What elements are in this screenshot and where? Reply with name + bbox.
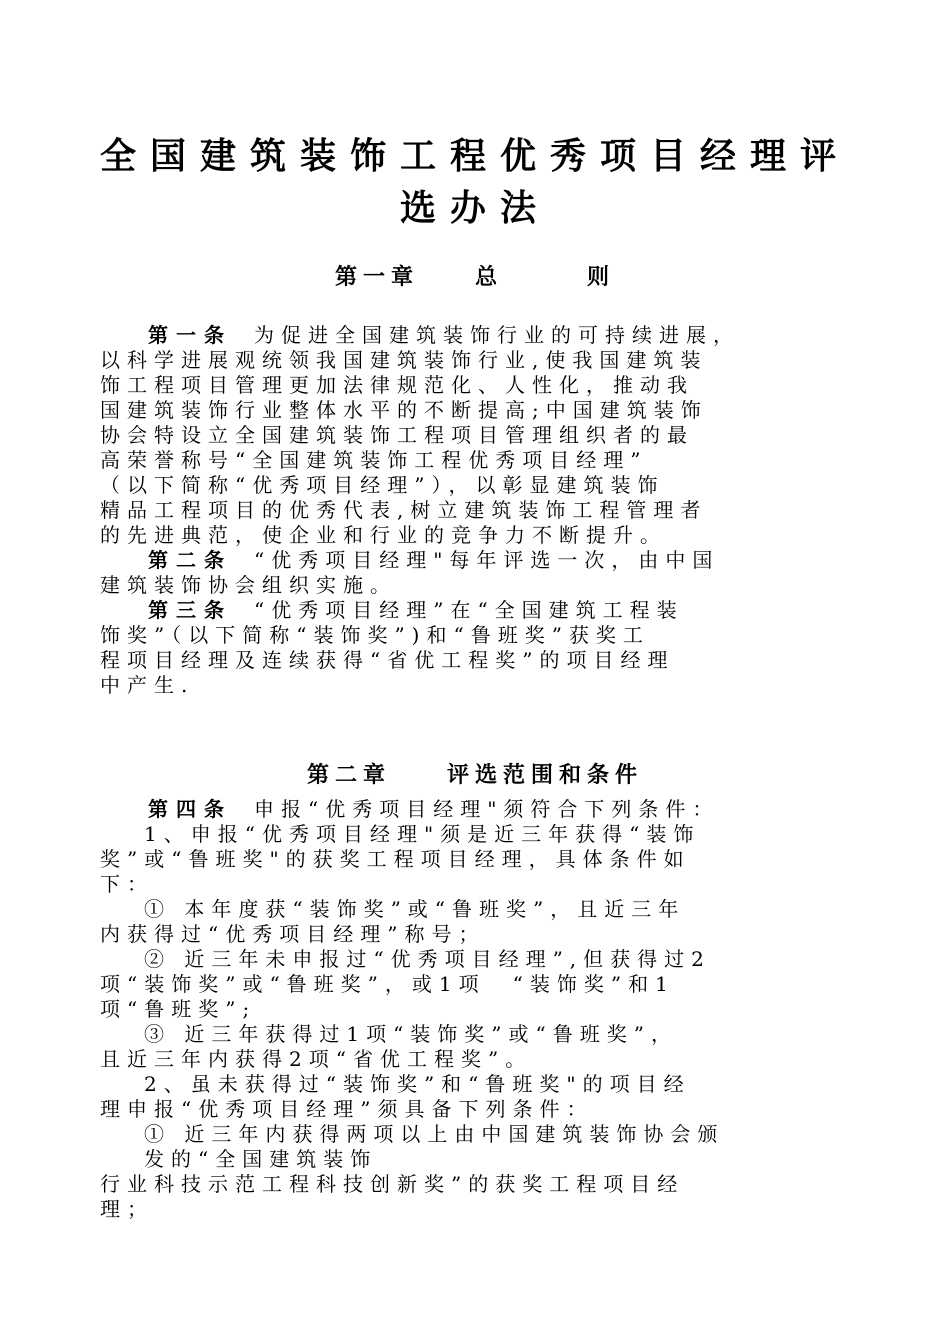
article1-line: 国建筑装饰行业整体水平的不断提高;中国建筑装饰 (100, 398, 708, 422)
chapter2-heading: 第二章 评选范围和条件 (306, 763, 643, 788)
article3-first-line (148, 598, 860, 623)
article4-line: 理； (100, 1197, 154, 1221)
article4-line: ① 近三年内获得两项以上由中国建筑装饰协会颁 (144, 1122, 725, 1146)
article1-first-line (148, 323, 860, 348)
article2-line: 建筑装饰协会组织实施。 (100, 573, 397, 597)
article1-line: 以科学进展观统领我国建筑装饰行业,使我国建筑装 (100, 348, 708, 372)
article4-line: 行业科技示范工程科技创新奖”的获奖工程项目经 (100, 1172, 685, 1196)
article4-line: ① 本年度获“装饰奖”或“鲁班奖”，且近三年 (144, 897, 686, 921)
article4-line: 1、申报“优秀项目经理"须是近三年获得“装饰 (144, 822, 701, 846)
article4-first-line (148, 797, 860, 822)
document-title-line1: 全国建筑装饰工程优秀项目经理评 (99, 136, 850, 177)
article1-line: 高荣誉称号“全国建筑装饰工程优秀项目经理” (100, 448, 648, 472)
article1-line: 协会特设立全国建筑装饰工程项目管理组织者的最 (100, 423, 694, 447)
article1-line: 的先进典范，使企业和行业的竞争力不断提升。 (100, 523, 667, 547)
article2-first-text: “优秀项目经理"每年评选一次，由中国 (254, 548, 720, 572)
article4-label: 第四条 (148, 797, 232, 821)
article3-line: 中产生. (100, 673, 195, 697)
article3-first-text: “优秀项目经理”在“全国建筑工程装 (254, 598, 684, 622)
article4-line: ② 近三年未申报过“优秀项目经理”,但获得过2 (144, 947, 711, 971)
article1-line: 饰工程项目管理更加法律规范化、人性化，推动我 (100, 373, 694, 397)
article1-first-text: 为促进全国建筑装饰行业的可持续进展， (254, 323, 740, 347)
article4-line: 下： (100, 872, 154, 896)
article4-line: 奖”或“鲁班奖"的获奖工程项目经理，具体条件如 (100, 847, 691, 871)
article4-line: 项“装饰奖”或“鲁班奖”，或1项 “装饰奖”和1 (100, 972, 675, 996)
article4-line: 项“鲁班奖”; (100, 997, 257, 1021)
article4-line: 2、虽未获得过“装饰奖”和“鲁班奖"的项目经 (144, 1072, 691, 1096)
article4-line: 发的“全国建筑装饰 (144, 1147, 378, 1171)
article2-first-line (148, 548, 860, 573)
article4-line: 内获得过“优秀项目经理”称号； (100, 922, 486, 946)
article4-line: ③ 近三年获得过1项“装饰奖”或“鲁班奖”， (144, 1022, 678, 1046)
article2-label: 第二条 (148, 548, 232, 572)
article3-line: 饰奖”（以下简称“装饰奖”)和“鲁班奖”获奖工 (100, 623, 650, 647)
chapter1-heading: 第一章 总 则 (334, 265, 615, 290)
article4-line: 且近三年内获得2项“省优工程奖”。 (100, 1047, 533, 1071)
article1-line: 精品工程项目的优秀代表,树立建筑装饰工程管理者 (100, 498, 708, 522)
article4-line: 理申报“优秀项目经理”须具备下列条件： (100, 1097, 594, 1121)
article1-line: （以下简称“优秀项目经理”），以彰显建筑装饰 (100, 473, 665, 497)
article3-label: 第三条 (148, 598, 232, 622)
article3-line: 程项目经理及连续获得“省优工程奖”的项目经理 (100, 648, 675, 672)
article4-first-text: 申报“优秀项目经理"须符合下列条件： (254, 797, 720, 821)
document-title-line2: 选办法 (399, 188, 550, 229)
article1-label: 第一条 (148, 323, 232, 347)
